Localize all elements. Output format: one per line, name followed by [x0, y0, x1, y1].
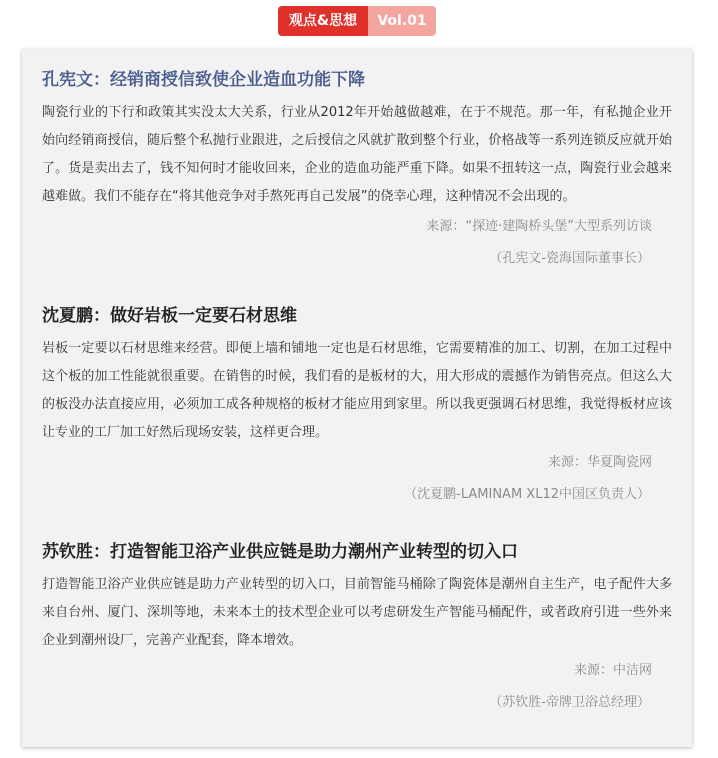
content-card — [22, 49, 692, 747]
section-source: 来源：华夏陶瓷网 — [547, 455, 652, 470]
opinion-section-2 — [42, 303, 672, 505]
section-body: 陶瓷行业的下行和政策其实没太大关系，行业从2012年开始越做越难，在于不规范。那一年，有私抛企业开始向经销商授信，随后整个私抛行业跟进，之后授信之风就扩散到整个行业，价格战等一系列连锁反应就开始了。货是卖出去了，钱不知何时才能收回来，企业的造血功能严重下降。如果不扭转这一点，陶瓷行业会越来越难做。我们不能存在“将其他竞争对手熬死再自己发展”的侥幸心理，这种情况不会出现的。 — [42, 105, 672, 204]
opinion-section-1 — [42, 67, 672, 269]
volume-tag: Vol.01 — [368, 6, 436, 36]
section-body: 岩板一定要以石材思维来经营。即便上墙和铺地一定也是石材思维，它需要精准的加工、切割，在加工过程中这个板的加工性能就很重要。在销售的时候，我们看的是板材的大，用大形成的震撼作为销售亮点。但这么大的板没办法直接应用，必须加工成各种规格的板材才能应用到家里。所以我更强调石材思维，我觉得板材应该让专业的工厂加工好然后现场安装，这样更合理。 — [42, 341, 672, 440]
column-tag: 观点&思想 — [278, 6, 368, 36]
section-source: 来源：“探迹·建陶桥头堡”大型系列访谈 — [426, 219, 652, 234]
opinion-section-3 — [42, 539, 672, 713]
section-person: （孔宪文-瓷海国际董事长） — [489, 251, 650, 266]
section-title: 沈夏鹏：做好岩板一定要石材思维 — [42, 306, 297, 326]
section-title: 孔宪文：经销商授信致使企业造血功能下降 — [42, 70, 365, 90]
section-source: 来源：中洁网 — [573, 663, 652, 678]
header-badge — [278, 6, 436, 36]
section-title: 苏钦胜：打造智能卫浴产业供应链是助力潮州产业转型的切入口 — [42, 542, 518, 562]
section-person: （苏钦胜-帝牌卫浴总经理） — [489, 695, 650, 710]
section-person: （沈夏鹏-LAMINAM XL12中国区负责人） — [404, 487, 650, 502]
section-body: 打造智能卫浴产业供应链是助力产业转型的切入口，目前智能马桶除了陶瓷体是潮州自主生产，电子配件大多来自台州、厦门、深圳等地，未来本土的技术型企业可以考虑研发生产智能马桶配件，或者政府引进一些外来企业到潮州设厂，完善产业配套，降本增效。 — [42, 577, 672, 648]
